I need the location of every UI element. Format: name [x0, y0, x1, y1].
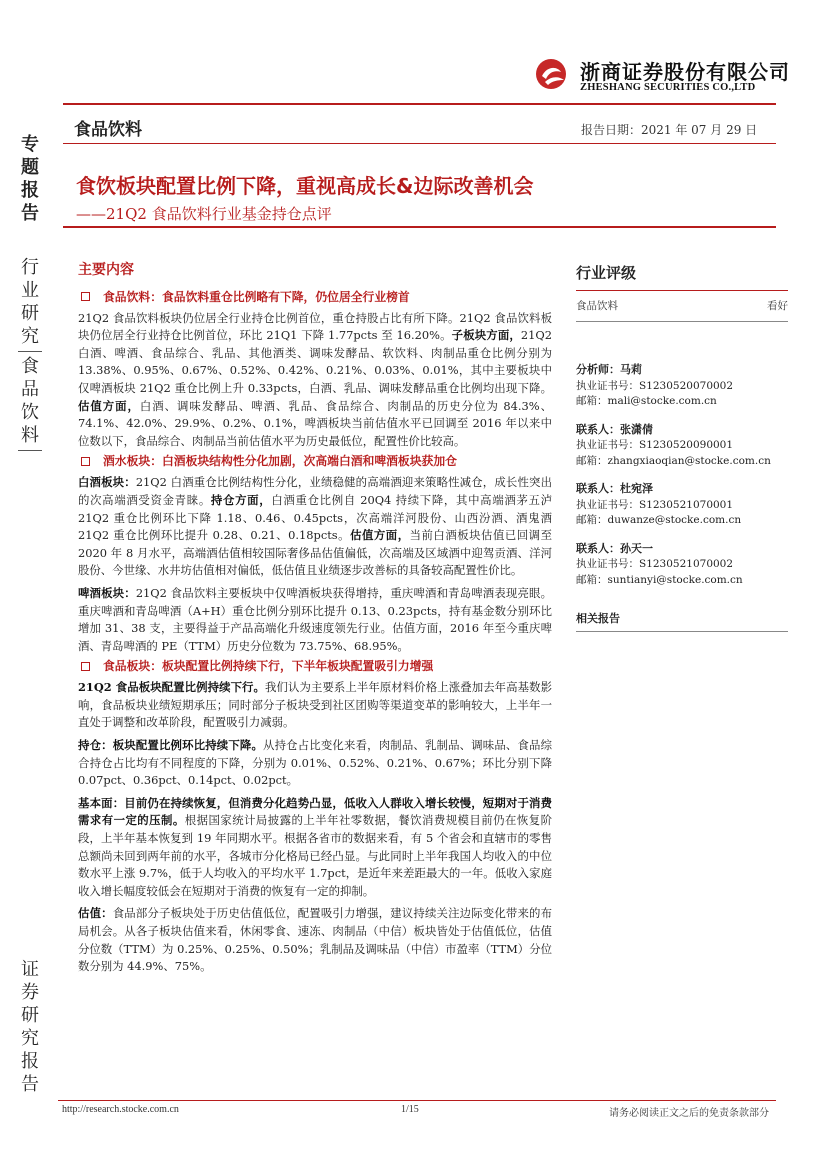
header-rule — [63, 103, 776, 105]
subheader-rule — [63, 143, 776, 144]
rating-row — [576, 298, 788, 313]
category-char: 饮 — [21, 402, 39, 423]
analyst-name: 马莉 — [620, 363, 642, 376]
rating-industry: 食品饮料 — [576, 300, 618, 312]
text: 白酒重仓比例自 20Q4 持续下降，其中高端酒茅五泸 21Q2 重仓比例环比下降 1.18、0.46、0.45pcts，次高端洋河股份、山西汾酒、酒鬼酒 21Q2 重仓比例环比提升 0.28、0.21、0.18pcts。 — [78, 492, 552, 543]
contact-name: 张潇倩 — [620, 422, 653, 436]
paragraph — [78, 679, 552, 732]
industry-label: 食品饮料 — [74, 120, 142, 140]
text: 21Q2 食品饮料主要板块中仅啤酒板块获得增持，重庆啤酒和青岛啤酒表现亮眼。重庆啤酒和青岛啤酒（A+H）重仓比例分别环比提升 0.13、0.23pcts，持有基金数分别环比增加 31、38 支，主要得益于产品高端化升级速度领先行业。估值方面，2016 年至今重庆啤酒、青岛啤酒的 PE（TTM）历史分位数为 73.75%、68.95%。 — [78, 585, 552, 653]
rating-value: 看好 — [767, 300, 788, 312]
category-divider — [18, 351, 42, 352]
disclaimer-note: 请务必阅读正文之后的免责条款部分 — [609, 1108, 769, 1119]
analyst-role: 分析师： — [576, 363, 620, 376]
text: 当前白酒板块估值已回调至 2020 年 8 月水平，高端酒估值相较国际奢侈品估值偏低，次高端及区域酒中迎驾贡酒、洋河股份、今世缘、水井坊估值相对偏低，低估值且业绩逐步改善标的具备较高配置性价比。 — [78, 528, 552, 578]
bold-text: 持仓方面， — [210, 492, 272, 507]
bold-text: 基本面：目前仍在持续恢复，但消费分化趋势凸显，低收入人群收入增长较慢，短期对于消费需求有一定的压制。 — [78, 795, 552, 828]
text: 21Q2 食品饮料板块仍位居全行业持仓比例首位，重仓持股占比有所下降。21Q2 食品饮料板块仍位居全行业持仓比例首位，环比 21Q1 下降 1.77pcts 至 16.20%。 — [78, 310, 552, 343]
title-rule — [63, 226, 776, 228]
contact-role: 联系人： — [576, 541, 620, 555]
securities-char: 研 — [21, 1005, 39, 1026]
securities-report-vertical — [0, 958, 60, 1096]
contact-email[interactable]: 邮箱：zhangxiaoqian@stocke.com.cn — [576, 454, 771, 467]
analyst-email[interactable]: 邮箱：mali@stocke.com.cn — [576, 395, 717, 407]
text: 21Q2 白酒重仓比例结构性分化，业绩稳健的高端酒迎来策略性减仓，成长性突出的次高端酒受资金青睐。 — [78, 475, 552, 507]
related-rule — [576, 631, 788, 632]
main-heading: 主要内容 — [78, 262, 134, 278]
contact-email[interactable]: 邮箱：suntianyi@stocke.com.cn — [576, 573, 743, 586]
company-name-en: ZHESHANG SECURITIES CO.,LTD — [580, 82, 756, 93]
bold-text: 21Q2 食品板块配置比例持续下行。 — [78, 680, 266, 695]
contact-name: 孙天一 — [620, 541, 653, 555]
bold-text: 啤酒板块： — [78, 585, 136, 600]
report-title: 食饮板块配置比例下降，重视高成长&边际改善机会 — [76, 174, 534, 198]
rating-title: 行业评级 — [576, 264, 637, 282]
securities-char: 究 — [21, 1028, 39, 1049]
contact-card — [576, 541, 788, 589]
securities-char: 证 — [21, 959, 39, 980]
securities-char: 报 — [21, 1051, 39, 1072]
report-type-char: 告 — [21, 203, 39, 224]
main-content — [78, 262, 552, 978]
report-date: 报告日期：2021 年 07 月 29 日 — [581, 123, 758, 137]
section-bullet-food — [78, 657, 552, 675]
sidebar — [576, 262, 788, 632]
report-subtitle: ——21Q2 食品饮料行业基金持仓点评 — [76, 205, 332, 223]
report-type-char: 专 — [21, 134, 39, 155]
text: 21Q2 白酒、啤酒、食品综合、乳品、其他酒类、调味发酵品、软饮料、肉制品重仓比例分别为 13.38%、0.95%、0.67%、0.52%、0.42%、0.21%、0.03%、0.01%，其中主要板块中仅啤酒板块 21Q2 重仓比例上升 0.33pcts，白酒、乳品、调味发酵品重仓比例均出现下降。 — [78, 328, 552, 395]
contact-card — [576, 422, 788, 470]
report-type-vertical — [0, 133, 60, 225]
related-reports-title: 相关报告 — [576, 612, 620, 625]
bold-text: 估值方面， — [350, 528, 410, 543]
contact-name: 杜宛泽 — [620, 482, 653, 495]
contact-cert: 执业证书号：S1230520090001 — [576, 439, 734, 451]
analyst-card — [576, 362, 788, 410]
bullet-square-icon — [81, 662, 90, 671]
securities-char: 券 — [21, 982, 39, 1003]
category-char: 行 — [21, 257, 39, 278]
paragraph — [78, 310, 552, 451]
paragraph — [78, 585, 552, 655]
contact-role: 联系人： — [576, 482, 620, 495]
paragraph — [78, 795, 552, 901]
bold-text: 子板块方面， — [451, 328, 521, 343]
bold-text: 持仓：板块配置比例环比持续下降。 — [78, 738, 264, 753]
bullet-text: 食品板块：板块配置比例持续下行，下半年板块配置吸引力增强 — [103, 659, 434, 674]
contact-card — [576, 481, 788, 529]
contact-role: 联系人： — [576, 422, 620, 436]
category-char: 料 — [21, 425, 39, 446]
page-number: 1/15 — [401, 1104, 419, 1115]
zheshang-logo-icon — [533, 56, 577, 92]
report-type-char: 报 — [21, 180, 39, 201]
section-bullet-liquor — [78, 452, 552, 470]
footer-url-link[interactable]: http://research.stocke.com.cn — [62, 1104, 179, 1115]
bullet-square-icon — [81, 292, 90, 301]
category-char: 业 — [21, 280, 39, 301]
bullet-text: 食品饮料：食品饮料重仓比例略有下降，仍位居全行业榜首 — [103, 289, 410, 304]
text: 根据国家统计局披露的上半年社零数据，餐饮消费规模目前仍在恢复阶段，上半年基本恢复到 19 年同期水平。根据各省市的数据来看，有 5 个省会和直辖市的零售总额尚未回到两年前的水平，各城市分化格局已经凸显。与此同时上半年我国人均收入的中位数水平上涨 9.7%，低于人均收入的平均水平 1.7pct，是近年来差距最大的一年。低收入家庭收入增长幅度较低会在短期对于消费的恢复有一定的抑制。 — [78, 813, 552, 898]
text: 白酒、调味发酵品、啤酒、乳品、食品综合、肉制品的历史分位为 84.3%、74.1%、42.0%、29.9%、0.2%、0.1%，啤酒板块当前估值水平已回调至 2016 年以来中位数以下，食品综合、肉制品当前估值水平为历史最低位，配置性价比较高。 — [78, 398, 552, 448]
paragraph — [78, 737, 552, 790]
rating-rule — [576, 290, 788, 291]
text: 食品部分子板块处于历史估值低位，配置吸引力增强，建议持续关注边际变化带来的布局机会。从各子板块估值来看，休闲零食、速冻、肉制品（中信）板块皆处于估值低位，估值分位数（TTM）为 0.25%、0.25%、0.50%；乳制品及调味品（中信）市盈率（TTM）分位数分别为 44.9%、75%。 — [78, 906, 552, 974]
section-bullet-beverage — [78, 288, 552, 306]
report-type-char: 题 — [21, 157, 39, 178]
text: 我们认为主要系上半年原材料价格上涨叠加去年高基数影响，食品板块业绩短期承压；同时部分子板块受到社区团购等渠道变革的影响较大，上半年一直处于调整和改革阶段，配置吸引力减弱。 — [78, 680, 552, 730]
category-char: 研 — [21, 303, 39, 324]
company-name-cn: 浙商证券股份有限公司 — [580, 60, 790, 84]
text: 从持仓占比变化来看，肉制品、乳制品、调味品、食品综合持仓占比均有不同程度的下降，分别为 0.01%、0.52%、0.21%、0.67%；环比分别下降 0.07pct、0.36pct、0.14pct、0.02pct。 — [78, 738, 552, 788]
contact-cert: 执业证书号：S1230521070002 — [576, 558, 734, 570]
category-char: 品 — [21, 379, 39, 400]
bold-text: 估值方面， — [78, 398, 140, 413]
bold-text: 估值： — [78, 906, 113, 921]
contact-cert: 执业证书号：S1230521070001 — [576, 498, 734, 511]
category-divider — [18, 450, 42, 451]
paragraph — [78, 905, 552, 975]
category-char: 食 — [21, 356, 39, 377]
bullet-square-icon — [81, 457, 90, 466]
paragraph — [78, 474, 552, 580]
category-vertical — [0, 256, 60, 454]
securities-char: 告 — [21, 1074, 39, 1095]
bullet-text: 酒水板块：白酒板块结构性分化加剧，次高端白酒和啤酒板块获加仓 — [103, 454, 457, 469]
category-char: 究 — [21, 326, 39, 347]
footer-rule — [58, 1100, 776, 1101]
analyst-cert: 执业证书号：S1230520070002 — [576, 379, 734, 392]
bold-text: 白酒板块： — [78, 475, 136, 490]
contact-email[interactable]: 邮箱：duwanze@stocke.com.cn — [576, 514, 742, 526]
